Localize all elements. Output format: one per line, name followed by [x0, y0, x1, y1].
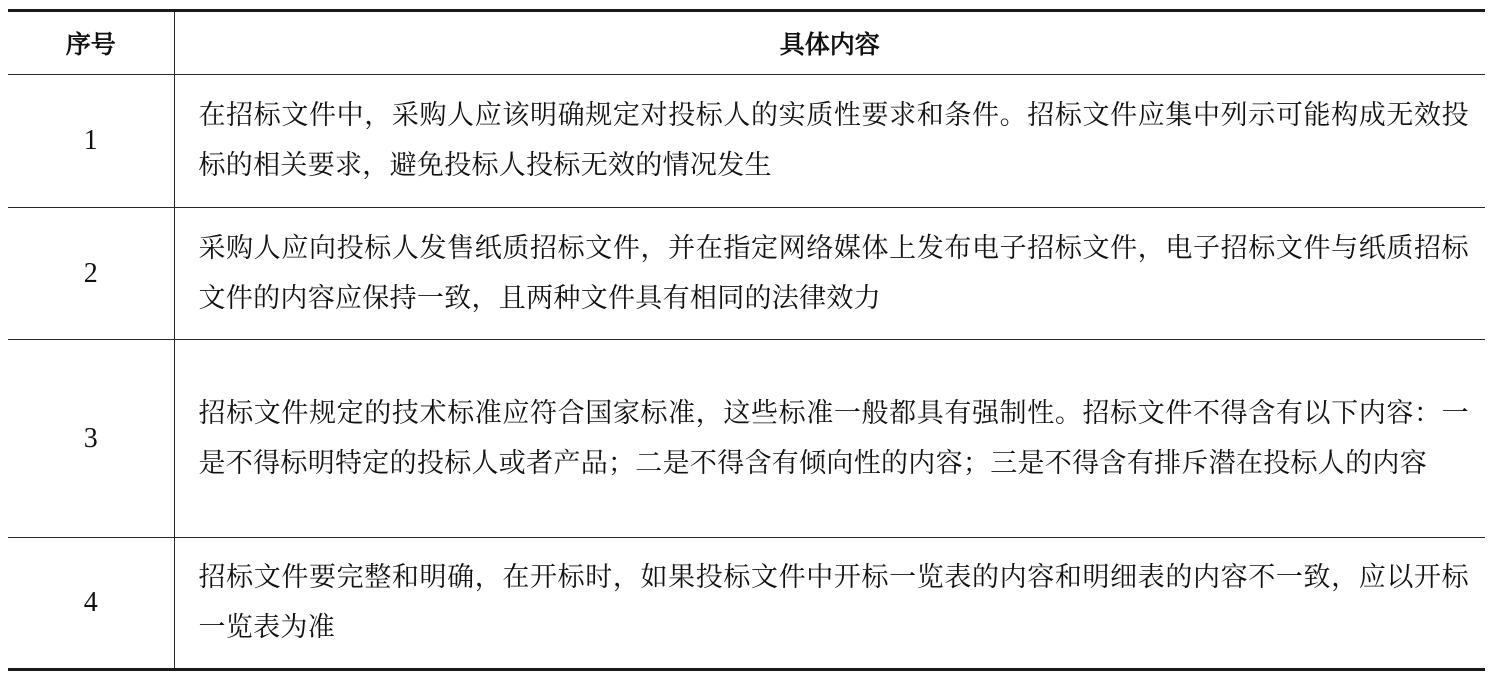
- row-number: 2: [8, 208, 174, 340]
- table-header: [8, 11, 1485, 75]
- table-row: [8, 208, 1485, 340]
- row-content: 招标文件要完整和明确，在开标时，如果投标文件中开标一览表的内容和明细表的内容不一致，应以开标一览表为准: [174, 538, 1485, 670]
- table-row: [8, 538, 1485, 670]
- header-row: [8, 11, 1485, 75]
- header-content: 具体内容: [174, 11, 1485, 75]
- table-body: [8, 75, 1485, 670]
- header-number: 序号: [8, 11, 174, 75]
- row-number: 3: [8, 340, 174, 538]
- row-content: 在招标文件中，采购人应该明确规定对投标人的实质性要求和条件。招标文件应集中列示可能构成无效投标的相关要求，避免投标人投标无效的情况发生: [174, 75, 1485, 208]
- row-content: 采购人应向投标人发售纸质招标文件，并在指定网络媒体上发布电子招标文件，电子招标文件与纸质招标文件的内容应保持一致，且两种文件具有相同的法律效力: [174, 208, 1485, 340]
- requirements-table: [8, 9, 1485, 671]
- row-number: 1: [8, 75, 174, 208]
- table-row: [8, 75, 1485, 208]
- row-number: 4: [8, 538, 174, 670]
- row-content: 招标文件规定的技术标准应符合国家标准，这些标准一般都具有强制性。招标文件不得含有以下内容：一是不得标明特定的投标人或者产品；二是不得含有倾向性的内容；三是不得含有排斥潜在投标人的内容: [174, 340, 1485, 538]
- table-row: [8, 340, 1485, 538]
